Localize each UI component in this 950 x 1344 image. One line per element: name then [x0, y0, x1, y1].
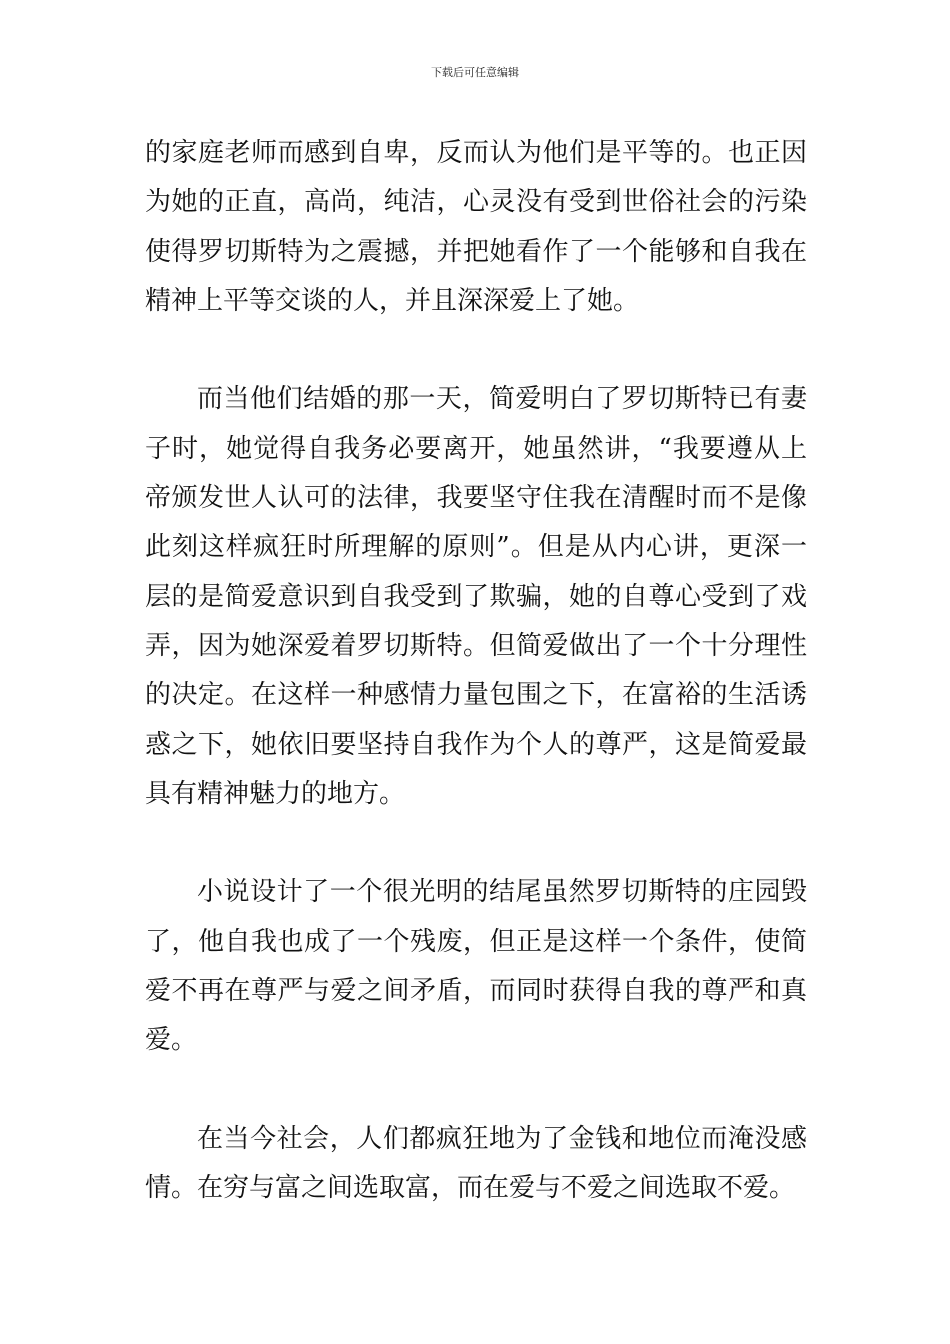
- page-header: 下载后可任意编辑: [431, 66, 519, 79]
- paragraph-2: 而当他们结婚的那一天，简爱明白了罗切斯特已有妻子时，她觉得自我务必要离开，她虽然讲，“我要遵从上帝颁发世人认可的法律，我要坚守住我在清醒时而不是像此刻这样疯狂时所理解的原则”。但是从内心讲，更深一层的是简爱意识到自我受到了欺骗，她的自尊心受到了戏弄，因为她深爱着罗切斯特。但简爱做出了一个十分理性的决定。在这样一种感情力量包围之下，在富裕的生活诱惑之下，她依旧要坚持自我作为个人的尊严，这是简爱最具有精神魅力的地方。: [145, 384, 807, 809]
- document-body: [145, 129, 807, 1214]
- paragraph-3: 小说设计了一个很光明的结尾虽然罗切斯特的庄园毁了，他自我也成了一个残废，但正是这样一个条件，使简爱不再在尊严与爱之间矛盾，而同时获得自我的尊严和真爱。: [145, 877, 807, 1056]
- paragraph-1: 的家庭老师而感到自卑，反而认为他们是平等的。也正因为她的正直，高尚，纯洁，心灵没有受到世俗社会的污染使得罗切斯特为之震撼，并把她看作了一个能够和自我在精神上平等交谈的人，并且深深爱上了她。: [145, 138, 807, 316]
- paragraph-4: 在当今社会，人们都疯狂地为了金钱和地位而淹没感情。在穷与富之间选取富，而在爱与不爱之间选取不爱。: [145, 1123, 807, 1204]
